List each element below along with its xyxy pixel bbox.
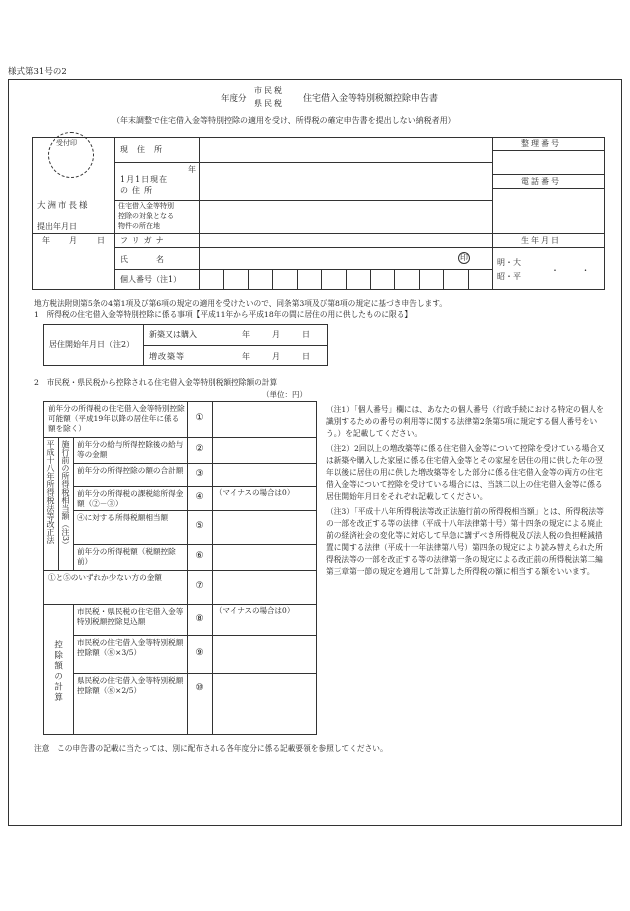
seal-mark: 印 — [460, 253, 468, 262]
property-label-3: 物件の所在地 — [118, 222, 160, 230]
side-label-calc: 控除額の計算 — [52, 640, 63, 703]
submit-year: 年 — [42, 236, 50, 245]
calc-row-divider — [73, 510, 317, 511]
era-line-2: 昭・平 — [497, 272, 521, 281]
my-number-digit-divider — [419, 269, 420, 290]
submit-date-label: 提出年月日 — [37, 222, 77, 231]
calc-row-divider — [43, 570, 317, 571]
calc-row-divider — [43, 604, 317, 605]
my-number-digit-divider — [394, 269, 395, 290]
notes — [326, 404, 608, 581]
my-number-digit-divider — [321, 269, 322, 290]
calc-row-number: ① — [195, 413, 204, 423]
new-purchase-label: 新築又は購入 — [149, 330, 197, 339]
name-label: 氏名 — [120, 255, 192, 264]
property-label-2: 控除の対象となる — [118, 212, 174, 220]
footer-note: 注意 この申告書の記載に当たっては、別に配布される各年度分に係る記載要領を参照してください。 — [34, 744, 388, 753]
recipient: 大洲市長様 — [37, 201, 90, 211]
calc-row-number: ② — [195, 444, 204, 454]
calc-row-divider — [73, 635, 317, 636]
my-number-digit-divider — [248, 269, 249, 290]
renov-day: 日 — [302, 352, 310, 361]
calc-row-number: ⑦ — [195, 581, 204, 591]
note-2: （注2）2回以上の増改築等に係る住宅借入金等について控除を受けている場合又は新築や購入した家屋に係る住宅借入金等とその家屋を居住の用に供した年の翌年以後に居住の用に供した増改築等をした部分に係る住宅借入金等の両方の住宅借入金等について控除を受けている場合には、当該二以上の住宅借入金等に係る居住開始年月日をそれぞれ記載してください。 — [326, 444, 605, 501]
new-day: 日 — [302, 330, 310, 339]
property-label-1: 住宅借入金等特別 — [118, 202, 174, 210]
jan1-address-label: 1月1日現在 — [120, 175, 169, 184]
my-number-digit-divider — [468, 269, 469, 290]
calc-row-number: ③ — [195, 468, 204, 479]
calc-row-number: ⑤ — [195, 521, 204, 531]
calc-row-divider — [73, 463, 317, 464]
furigana-label: フリガナ — [120, 236, 168, 245]
section2-title: 2 市民税・県民税から控除される住宅借入金等特別税額控除額の計算 — [34, 378, 278, 387]
form-title: 住宅借入金等特別税額控除申告書 — [303, 94, 439, 104]
form-subtitle: （年末調整で住宅借入金等特別控除の適用を受け、所得税の確定申告書を提出しない納税者用） — [112, 116, 456, 125]
calc-row-label: 市民税の住宅借入金等特別税額控除額（⑧×3/5） — [77, 638, 184, 657]
submit-day: 日 — [97, 236, 105, 245]
calc-row-label: ①と⑤のいずれか少ない方の金額 — [48, 573, 162, 582]
calc-row-number: ⑩ — [195, 682, 204, 693]
calc-row-label: 前年分の給与所得控除後の給与等の金額 — [77, 440, 184, 459]
residence-start-label: 居住開始年月日（注2） — [49, 340, 135, 349]
calc-row-number: ④ — [195, 492, 204, 502]
note-1: （注1）「個人番号」欄には、あなたの個人番号（行政手続における特定の個人を識別するための番号の利用等に関する法律第2条第5項に規定する個人番号をいう。）を記載してください。 — [326, 405, 604, 438]
calc-row-label: 前年分の所得控除の額の合計額 — [77, 466, 184, 475]
tax-type-city: 市民税 — [254, 86, 284, 95]
birth-date-separators: ・ ・ — [551, 266, 600, 275]
calc-row-number: ⑥ — [195, 551, 204, 561]
jan1-address-year: 年 — [188, 165, 196, 174]
section1-title: 1 所得税の住宅借入金等特別控除に係る事項【平成11年から平成18年の間に居住の用に供したものに限る】 — [34, 310, 413, 319]
my-number-digit-divider — [223, 269, 224, 290]
unit-label: （単位：円） — [262, 390, 307, 399]
calc-row-divider — [73, 486, 317, 487]
renovation-label: 増改築等 — [149, 352, 185, 361]
note-3: （注3）「平成十八年所得税法等改正法施行前の所得税相当額」とは、所得税法等の一部を改正する等の法律（平成十八年法律第十号）第十四条の規定による廃止前の経済社会の変化等に対応して早急に講ずべき所得税及び法人税の負担軽減措置に関する法律（平成十一年法律第八号）第四条の規定により読み替えられた所得税法等の一部を改正する等の法律第一条の規定による改正前の所得税法第二編第三章第一節の規定を適用して計算した所得税の額に相当する額をいいます。 — [326, 507, 604, 576]
year-prefix: 年度分 — [221, 94, 247, 104]
my-number-digit-divider — [346, 269, 347, 290]
calc-row-note: （マイナスの場合は0） — [215, 488, 295, 497]
calc-row-label: 県民税の住宅借入金等特別税額控除額（⑧×2/5） — [77, 676, 184, 695]
reference-number-label: 整理番号 — [521, 139, 561, 148]
my-number-digit-divider — [443, 269, 444, 290]
calc-row-divider — [73, 544, 317, 545]
my-number-label: 個人番号（注1） — [120, 275, 182, 284]
era-line-1: 明・大 — [497, 258, 521, 267]
tax-type-prefecture: 県民税 — [254, 99, 284, 108]
current-address-label: 現住所 — [120, 145, 171, 154]
new-month: 月 — [272, 330, 280, 339]
my-number-digit-divider — [370, 269, 371, 290]
side-label-equivalent: 施行前の所得税相当額（注3） — [61, 440, 70, 550]
my-number-digit-divider — [297, 269, 298, 290]
stamp-label: 受付印 — [56, 139, 77, 147]
my-number-digit-divider — [272, 269, 273, 290]
calc-row-label: ④に対する所得税額相当額 — [77, 513, 169, 522]
calc-row-label: 前年分の所得税額（税額控除前） — [77, 547, 176, 566]
calc-row-divider — [73, 673, 317, 674]
calc-row-number: ⑧ — [195, 613, 204, 624]
side-label-law: 平成十八年所得税法等改正法 — [46, 440, 55, 544]
renov-year: 年 — [242, 352, 250, 361]
calc-row-number: ⑨ — [195, 648, 204, 658]
submit-month: 月 — [69, 236, 77, 245]
calc-row-label: 前年分の所得税の住宅借入金等特別控除可能額（平成19年以降の居住年に係る額を除く） — [48, 404, 185, 433]
phone-label: 電話番号 — [521, 177, 561, 186]
calc-row-label: 市民税・県民税の住宅借入金等特別税額控除見込額 — [77, 607, 184, 626]
calc-row-note: （マイナスの場合は0） — [215, 606, 295, 615]
statement-text: 地方税法附則第5条の4第1項及び第6項の規定の適用を受けたいので、同条第3項及び第8項の規定に基づき申告します。 — [34, 299, 447, 308]
calc-row-divider — [43, 437, 317, 438]
calc-row-label: 前年分の所得税の課税総所得金額（②－③） — [77, 489, 184, 508]
new-year: 年 — [242, 330, 250, 339]
jan1-address-label-2: の住所 — [120, 186, 156, 195]
renov-month: 月 — [272, 352, 280, 361]
form-number: 様式第31号の2 — [8, 67, 67, 77]
birth-date-label: 生年月日 — [521, 236, 561, 245]
